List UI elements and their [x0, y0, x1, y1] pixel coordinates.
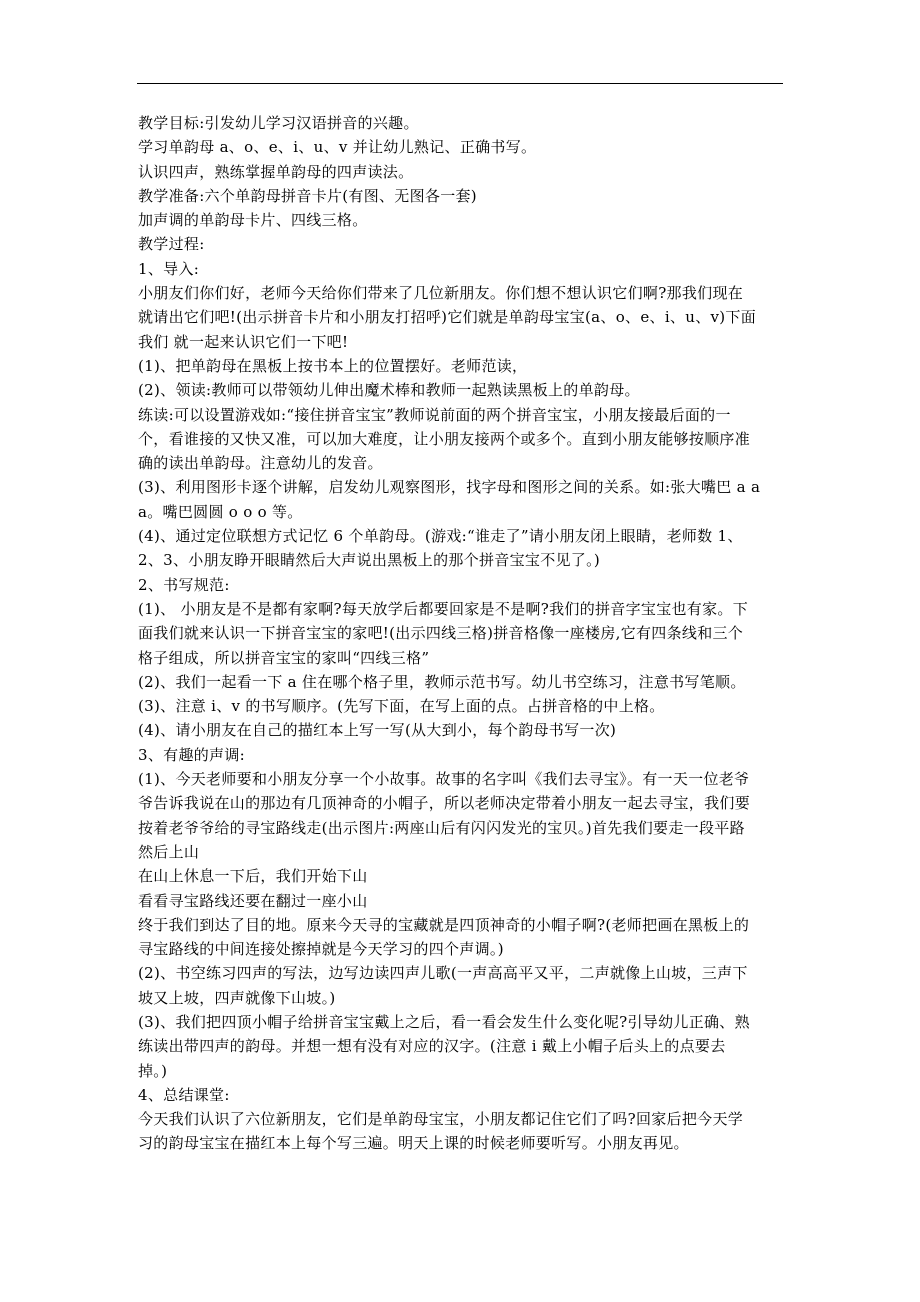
- text-line: (2)、领读:教师可以带领幼儿伸出魔术棒和教师一起熟读黑板上的单韵母。: [138, 381, 640, 400]
- text-line: 今天我们认识了六位新朋友，它们是单韵母宝宝，小朋友都记住它们了吗?回家后把今天学: [138, 1110, 744, 1129]
- text-line: (4)、请小朋友在自己的描红本上写一写(从大到小，每个韵母书写一次): [138, 721, 617, 740]
- text-line: 按着老爷爷给的寻宝路线走(出示图片:两座山后有闪闪发光的宝贝。)首先我们要走一段平路: [138, 818, 745, 837]
- text-line: 个，看谁接的又快又准，可以加大难度，让小朋友接两个或多个。直到小朋友能够按顺序准: [138, 429, 751, 448]
- text-line: 就请出它们吧!(出示拼音卡片和小朋友打招呼)它们就是单韵母宝宝(a、o、e、i、u、v)下面: [138, 308, 757, 327]
- text-line: 4、总结课堂:: [138, 1085, 230, 1104]
- text-line: (3)、我们把四顶小帽子给拼音宝宝戴上之后，看一看会发生什么变化呢?引导幼儿正确、熟: [138, 1012, 750, 1031]
- text-line: 教学过程:: [138, 235, 205, 254]
- text-line: 1、导入:: [138, 259, 200, 278]
- text-line: 加声调的单韵母卡片、四线三格。: [138, 211, 368, 230]
- text-line: 格子组成，所以拼音宝宝的家叫“四线三格”: [138, 648, 430, 667]
- text-line: 爷告诉我说在山的那边有几顶神奇的小帽子，所以老师决定带着小朋友一起去寻宝，我们要: [138, 794, 751, 813]
- text-line: 教学目标:引发幼儿学习汉语拼音的兴趣。: [138, 114, 419, 132]
- text-line: (1)、今天老师要和小朋友分享一个小故事。故事的名字叫《我们去寻宝》。有一天一位老爷: [138, 770, 750, 789]
- text-line: 确的读出单韵母。注意幼儿的发音。: [138, 454, 383, 473]
- text-line: (3)、利用图形卡逐个讲解，启发幼儿观察图形，找字母和图形之间的关系。如:张大嘴巴 a a: [138, 478, 761, 497]
- text-line: 终于我们到达了目的地。原来今天寻的宝藏就是四顶神奇的小帽子啊?(老师把画在黑板上的: [138, 915, 750, 934]
- text-line: 练读:可以设置游戏如:“接住拼音宝宝”教师说前面的两个拼音宝宝，小朋友接最后面的一: [138, 405, 731, 424]
- text-line: (2)、书空练习四声的写法，边写边读四声儿歌(一声高高平又平，二声就像上山坡，三声下: [138, 964, 748, 983]
- text-line: 坡又上坡，四声就像下山坡。): [138, 988, 336, 1007]
- text-line: (1)、把单韵母在黑板上按书本上的位置摆好。老师范读，: [138, 356, 528, 375]
- text-line: (3)、注意 i、v 的书写顺序。(先写下面，在写上面的点。占拼音格的中上格。: [138, 697, 665, 716]
- text-line: 2、3、小朋友睁开眼睛然后大声说出黑板上的那个拼音宝宝不见了。): [138, 551, 601, 570]
- text-line: 教学准备:六个单韵母拼音卡片(有图、无图各一套): [138, 186, 477, 205]
- text-line: 学习单韵母 a、o、e、i、u、v 并让幼儿熟记、正确书写。: [138, 138, 537, 157]
- text-line: 寻宝路线的中间连接处擦掉就是今天学习的四个声调。): [138, 940, 504, 959]
- lesson-plan-body: [138, 111, 784, 1156]
- text-line: 然后上山: [138, 842, 200, 861]
- text-line: 3、有趣的声调:: [138, 745, 245, 764]
- text-line: 在山上休息一下后，我们开始下山: [138, 867, 368, 886]
- text-line: 面我们就来认识一下拼音宝宝的家吧!(出示四线三格)拼音格像一座楼房,它有四条线和三个: [138, 624, 744, 643]
- text-line: a。嘴巴圆圆 o o o 等。: [138, 502, 303, 521]
- text-line: 习的韵母宝宝在描红本上每个写三遍。明天上课的时候老师要听写。小朋友再见。: [138, 1134, 689, 1153]
- text-line: (2)、我们一起看一下 a 住在哪个格子里，教师示范书写。幼儿书空练习，注意书写笔顺。: [138, 672, 746, 691]
- header-rule: [137, 83, 783, 84]
- text-line: 掉。): [138, 1061, 168, 1080]
- text-line: 认识四声，熟练掌握单韵母的四声读法。: [138, 162, 414, 181]
- text-line: 我们 就一起来认识它们一下吧!: [138, 332, 349, 351]
- text-line: 2、书写规范:: [138, 575, 230, 594]
- text-line: (1)、 小朋友是不是都有家啊?每天放学后都要回家是不是啊?我们的拼音字宝宝也有家。下: [138, 599, 749, 618]
- text-line: 看看寻宝路线还要在翻过一座小山: [138, 891, 368, 910]
- text-line: 练读出带四声的韵母。并想一想有没有对应的汉字。(注意 i 戴上小帽子后头上的点要去: [138, 1037, 726, 1056]
- text-line: 小朋友们你们好，老师今天给你们带来了几位新朋友。你们想不想认识它们啊?那我们现在: [138, 284, 744, 303]
- text-line: (4)、通过定位联想方式记忆 6 个单韵母。(游戏:“谁走了”请小朋友闭上眼睛，老师数 1、: [138, 527, 743, 546]
